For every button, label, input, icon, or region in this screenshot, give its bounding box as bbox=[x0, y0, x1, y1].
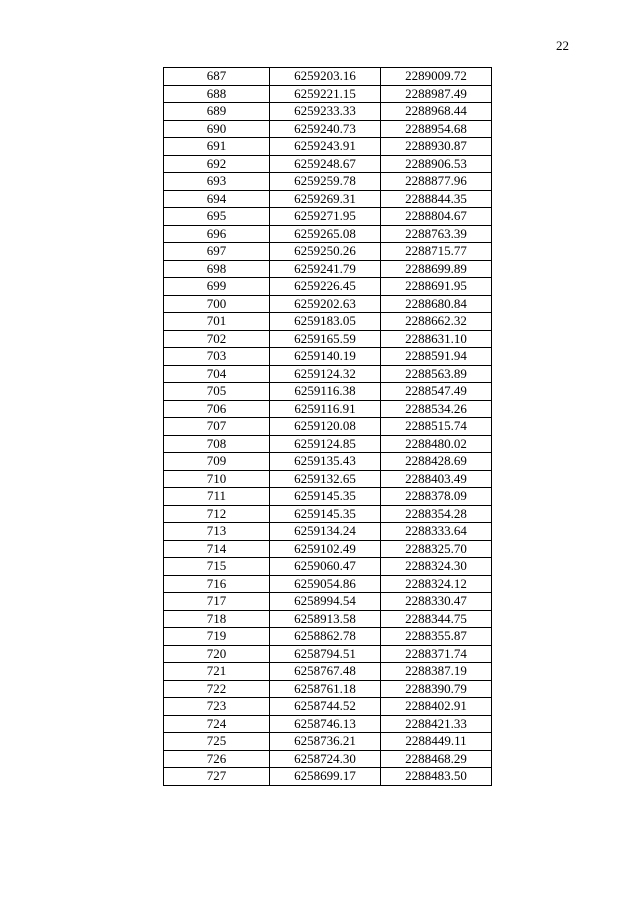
point-number-cell: 699 bbox=[164, 278, 270, 296]
table-row bbox=[164, 768, 492, 786]
y-coordinate-cell: 2288324.12 bbox=[381, 575, 492, 593]
x-coordinate-cell: 6259221.15 bbox=[270, 85, 381, 103]
x-coordinate-cell: 6259250.26 bbox=[270, 243, 381, 261]
table-row bbox=[164, 663, 492, 681]
point-number-cell: 716 bbox=[164, 575, 270, 593]
x-coordinate-cell: 6259124.85 bbox=[270, 435, 381, 453]
y-coordinate-cell: 2288387.19 bbox=[381, 663, 492, 681]
y-coordinate-cell: 2288354.28 bbox=[381, 505, 492, 523]
point-number-cell: 691 bbox=[164, 138, 270, 156]
table-row bbox=[164, 610, 492, 628]
point-number-cell: 722 bbox=[164, 680, 270, 698]
y-coordinate-cell: 2288699.89 bbox=[381, 260, 492, 278]
y-coordinate-cell: 2288483.50 bbox=[381, 768, 492, 786]
table-row bbox=[164, 348, 492, 366]
x-coordinate-cell: 6259120.08 bbox=[270, 418, 381, 436]
y-coordinate-cell: 2288906.53 bbox=[381, 155, 492, 173]
table-row bbox=[164, 453, 492, 471]
table-row bbox=[164, 68, 492, 86]
table-row bbox=[164, 278, 492, 296]
y-coordinate-cell: 2288968.44 bbox=[381, 103, 492, 121]
y-coordinate-cell: 2288330.47 bbox=[381, 593, 492, 611]
table-row bbox=[164, 190, 492, 208]
table-row bbox=[164, 120, 492, 138]
y-coordinate-cell: 2288378.09 bbox=[381, 488, 492, 506]
x-coordinate-cell: 6259165.59 bbox=[270, 330, 381, 348]
point-number-cell: 704 bbox=[164, 365, 270, 383]
table-row bbox=[164, 628, 492, 646]
table-row bbox=[164, 435, 492, 453]
x-coordinate-cell: 6259259.78 bbox=[270, 173, 381, 191]
y-coordinate-cell: 2288480.02 bbox=[381, 435, 492, 453]
point-number-cell: 711 bbox=[164, 488, 270, 506]
y-coordinate-cell: 2288662.32 bbox=[381, 313, 492, 331]
point-number-cell: 698 bbox=[164, 260, 270, 278]
x-coordinate-cell: 6258862.78 bbox=[270, 628, 381, 646]
point-number-cell: 720 bbox=[164, 645, 270, 663]
y-coordinate-cell: 2288449.11 bbox=[381, 733, 492, 751]
point-number-cell: 709 bbox=[164, 453, 270, 471]
table-row bbox=[164, 313, 492, 331]
y-coordinate-cell: 2288715.77 bbox=[381, 243, 492, 261]
y-coordinate-cell: 2288987.49 bbox=[381, 85, 492, 103]
page-number: 22 bbox=[556, 38, 569, 53]
table-row bbox=[164, 418, 492, 436]
y-coordinate-cell: 2288763.39 bbox=[381, 225, 492, 243]
y-coordinate-cell: 2288877.96 bbox=[381, 173, 492, 191]
x-coordinate-cell: 6259116.91 bbox=[270, 400, 381, 418]
y-coordinate-cell: 2288344.75 bbox=[381, 610, 492, 628]
point-number-cell: 727 bbox=[164, 768, 270, 786]
x-coordinate-cell: 6259054.86 bbox=[270, 575, 381, 593]
x-coordinate-cell: 6259060.47 bbox=[270, 558, 381, 576]
y-coordinate-cell: 2288804.67 bbox=[381, 208, 492, 226]
table-row bbox=[164, 173, 492, 191]
x-coordinate-cell: 6259135.43 bbox=[270, 453, 381, 471]
point-number-cell: 705 bbox=[164, 383, 270, 401]
x-coordinate-cell: 6259269.31 bbox=[270, 190, 381, 208]
table-row bbox=[164, 715, 492, 733]
table-row bbox=[164, 488, 492, 506]
table-row bbox=[164, 208, 492, 226]
x-coordinate-cell: 6258794.51 bbox=[270, 645, 381, 663]
point-number-cell: 700 bbox=[164, 295, 270, 313]
x-coordinate-cell: 6259140.19 bbox=[270, 348, 381, 366]
table-row bbox=[164, 680, 492, 698]
table-row bbox=[164, 225, 492, 243]
point-number-cell: 703 bbox=[164, 348, 270, 366]
point-number-cell: 726 bbox=[164, 750, 270, 768]
table-row bbox=[164, 750, 492, 768]
point-number-cell: 690 bbox=[164, 120, 270, 138]
y-coordinate-cell: 2288591.94 bbox=[381, 348, 492, 366]
point-number-cell: 719 bbox=[164, 628, 270, 646]
point-number-cell: 721 bbox=[164, 663, 270, 681]
table-row bbox=[164, 155, 492, 173]
x-coordinate-cell: 6258746.13 bbox=[270, 715, 381, 733]
table-row bbox=[164, 85, 492, 103]
y-coordinate-cell: 2288515.74 bbox=[381, 418, 492, 436]
table-row bbox=[164, 383, 492, 401]
y-coordinate-cell: 2288631.10 bbox=[381, 330, 492, 348]
x-coordinate-cell: 6258761.18 bbox=[270, 680, 381, 698]
point-number-cell: 695 bbox=[164, 208, 270, 226]
point-number-cell: 687 bbox=[164, 68, 270, 86]
point-number-cell: 717 bbox=[164, 593, 270, 611]
table-row bbox=[164, 243, 492, 261]
table-row bbox=[164, 260, 492, 278]
x-coordinate-cell: 6259134.24 bbox=[270, 523, 381, 541]
y-coordinate-cell: 2288563.89 bbox=[381, 365, 492, 383]
point-number-cell: 710 bbox=[164, 470, 270, 488]
point-number-cell: 692 bbox=[164, 155, 270, 173]
point-number-cell: 715 bbox=[164, 558, 270, 576]
x-coordinate-cell: 6259116.38 bbox=[270, 383, 381, 401]
table-row bbox=[164, 558, 492, 576]
table-row bbox=[164, 470, 492, 488]
table-row bbox=[164, 103, 492, 121]
x-coordinate-cell: 6259271.95 bbox=[270, 208, 381, 226]
point-number-cell: 714 bbox=[164, 540, 270, 558]
point-number-cell: 696 bbox=[164, 225, 270, 243]
table-row bbox=[164, 523, 492, 541]
point-number-cell: 708 bbox=[164, 435, 270, 453]
x-coordinate-cell: 6259145.35 bbox=[270, 505, 381, 523]
point-number-cell: 724 bbox=[164, 715, 270, 733]
y-coordinate-cell: 2288680.84 bbox=[381, 295, 492, 313]
y-coordinate-cell: 2288355.87 bbox=[381, 628, 492, 646]
y-coordinate-cell: 2288428.69 bbox=[381, 453, 492, 471]
y-coordinate-cell: 2288421.33 bbox=[381, 715, 492, 733]
point-number-cell: 707 bbox=[164, 418, 270, 436]
y-coordinate-cell: 2288390.79 bbox=[381, 680, 492, 698]
table-row bbox=[164, 645, 492, 663]
x-coordinate-cell: 6258736.21 bbox=[270, 733, 381, 751]
y-coordinate-cell: 2288403.49 bbox=[381, 470, 492, 488]
x-coordinate-cell: 6259102.49 bbox=[270, 540, 381, 558]
table-row bbox=[164, 365, 492, 383]
table-row bbox=[164, 400, 492, 418]
x-coordinate-cell: 6259226.45 bbox=[270, 278, 381, 296]
x-coordinate-cell: 6259233.33 bbox=[270, 103, 381, 121]
coordinates-table bbox=[163, 67, 492, 786]
x-coordinate-cell: 6258699.17 bbox=[270, 768, 381, 786]
point-number-cell: 706 bbox=[164, 400, 270, 418]
point-number-cell: 701 bbox=[164, 313, 270, 331]
point-number-cell: 712 bbox=[164, 505, 270, 523]
x-coordinate-cell: 6259240.73 bbox=[270, 120, 381, 138]
y-coordinate-cell: 2288371.74 bbox=[381, 645, 492, 663]
x-coordinate-cell: 6259265.08 bbox=[270, 225, 381, 243]
y-coordinate-cell: 2288534.26 bbox=[381, 400, 492, 418]
x-coordinate-cell: 6259132.65 bbox=[270, 470, 381, 488]
coordinates-table-body bbox=[164, 68, 492, 786]
point-number-cell: 713 bbox=[164, 523, 270, 541]
y-coordinate-cell: 2288468.29 bbox=[381, 750, 492, 768]
y-coordinate-cell: 2288547.49 bbox=[381, 383, 492, 401]
x-coordinate-cell: 6259183.05 bbox=[270, 313, 381, 331]
table-row bbox=[164, 540, 492, 558]
x-coordinate-cell: 6258724.30 bbox=[270, 750, 381, 768]
y-coordinate-cell: 2288325.70 bbox=[381, 540, 492, 558]
x-coordinate-cell: 6258994.54 bbox=[270, 593, 381, 611]
point-number-cell: 689 bbox=[164, 103, 270, 121]
x-coordinate-cell: 6259124.32 bbox=[270, 365, 381, 383]
table-row bbox=[164, 330, 492, 348]
table-row bbox=[164, 593, 492, 611]
y-coordinate-cell: 2288954.68 bbox=[381, 120, 492, 138]
table-row bbox=[164, 733, 492, 751]
x-coordinate-cell: 6258913.58 bbox=[270, 610, 381, 628]
table-row bbox=[164, 575, 492, 593]
y-coordinate-cell: 2288930.87 bbox=[381, 138, 492, 156]
point-number-cell: 718 bbox=[164, 610, 270, 628]
point-number-cell: 694 bbox=[164, 190, 270, 208]
x-coordinate-cell: 6259248.67 bbox=[270, 155, 381, 173]
y-coordinate-cell: 2288333.64 bbox=[381, 523, 492, 541]
table-row bbox=[164, 295, 492, 313]
y-coordinate-cell: 2288844.35 bbox=[381, 190, 492, 208]
x-coordinate-cell: 6259203.16 bbox=[270, 68, 381, 86]
point-number-cell: 693 bbox=[164, 173, 270, 191]
table-row bbox=[164, 698, 492, 716]
y-coordinate-cell: 2288402.91 bbox=[381, 698, 492, 716]
table-row bbox=[164, 138, 492, 156]
table-row bbox=[164, 505, 492, 523]
x-coordinate-cell: 6259241.79 bbox=[270, 260, 381, 278]
point-number-cell: 697 bbox=[164, 243, 270, 261]
x-coordinate-cell: 6259202.63 bbox=[270, 295, 381, 313]
x-coordinate-cell: 6258767.48 bbox=[270, 663, 381, 681]
point-number-cell: 688 bbox=[164, 85, 270, 103]
point-number-cell: 702 bbox=[164, 330, 270, 348]
y-coordinate-cell: 2288324.30 bbox=[381, 558, 492, 576]
x-coordinate-cell: 6259145.35 bbox=[270, 488, 381, 506]
y-coordinate-cell: 2288691.95 bbox=[381, 278, 492, 296]
y-coordinate-cell: 2289009.72 bbox=[381, 68, 492, 86]
point-number-cell: 723 bbox=[164, 698, 270, 716]
x-coordinate-cell: 6258744.52 bbox=[270, 698, 381, 716]
point-number-cell: 725 bbox=[164, 733, 270, 751]
x-coordinate-cell: 6259243.91 bbox=[270, 138, 381, 156]
